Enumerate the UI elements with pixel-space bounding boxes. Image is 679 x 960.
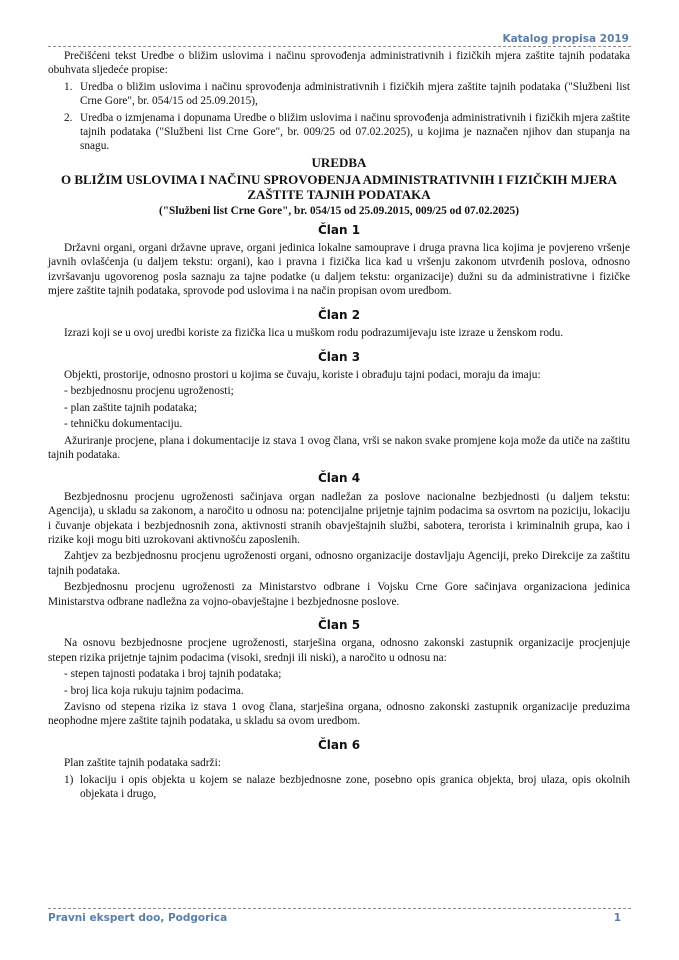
header-title: Katalog propisa 2019	[502, 33, 629, 45]
article-title: Član 2	[317, 307, 361, 322]
article-paragraph: Plan zaštite tajnih podataka sadrži:	[64, 757, 221, 770]
article-paragraph: Bezbjednosnu procjenu ugroženosti za Ministarstvo odbrane i Vojsku Crne Gore sačinjava organizaciona jedinica Ministarstva odbrane nadležna za vojno-obavještajne i bezbjednosne poslove.	[48, 581, 630, 608]
article-title: Član 1	[317, 222, 361, 237]
footer-divider	[48, 908, 631, 909]
article-paragraph: Državni organi, organi državne uprave, organi jedinica lokalne samouprave i druga pravna lica kojima je povjereno vršenje javnih ovlašćenja (u daljem tekstu: organi), kao i pravna i fizička lica kad u vršenju zakonom utvrđenih poslova, odnosno izvršavanju ugovorenog posla saznaju za tajne podatke (u daljem tekstu: organizacije) dužni su da administrativne i fizičke mjere zaštite tajnih podataka, sprovode pod uslovima i na način propisan ovom uredbom.	[48, 242, 630, 298]
dash-item: - broj lica koja rukuju tajnim podacima.	[64, 684, 244, 697]
header-divider	[48, 46, 631, 47]
article-paragraph: Bezbjednosnu procjenu ugroženosti sačinjava organ nadležan za poslove nacionalne bezbjednosti (u daljem tekstu: Agencija), u skladu sa zakonom, a naročito u odnosu na: potencijalne prijetnje tajnim podacima sa osvrtom na poziciju, lokaciju i čuvanje objekata i bezbjednosnih zona, aktivnosti stranih obavještajnih službi, sabotera, terorista i kriminalnih grupa, kao i rizike koji mogu biti uzrokovani aktivnošću zaposlenih.	[48, 490, 630, 546]
article-title: Član 6	[317, 737, 361, 752]
article-paragraph: Ažuriranje procjene, plana i dokumentacije iz stava 1 ovog člana, vrši se nakon svake promjene koja može da utiče na zaštitu tajnih podataka.	[48, 434, 630, 461]
article-paragraph: Izrazi koji se u ovoj uredbi koriste za fizička lica u muškom rodu podrazumijevaju iste izraze u ženskom rodu.	[64, 327, 564, 340]
footer-publisher: Pravni ekspert doo, Podgorica	[48, 912, 228, 924]
dash-item: - bezbjednosnu procjenu ugroženosti;	[64, 385, 234, 398]
article-title: Član 3	[317, 349, 361, 364]
list-number: 1.	[64, 80, 73, 93]
page-number: 1	[613, 912, 621, 924]
article-paragraph: Zavisno od stepena rizika iz stava 1 ovog člana, starješina organa, odnosno zakonski zastupnik organizacije preduzima neophodne mjere zaštite tajnih podataka, u skladu sa ovom uredbom.	[48, 701, 630, 728]
list-number: 2.	[64, 111, 73, 124]
intro-list	[48, 80, 630, 154]
dash-item: - stepen tajnosti podataka i broj tajnih podataka;	[64, 668, 282, 681]
article-list-item	[48, 773, 630, 802]
dash-item: - tehničku dokumentaciju.	[64, 418, 183, 431]
article-paragraph: Na osnovu bezbjednosne procjene ugroženosti, starješina organa, odnosno zakonski zastupnik organizacije procjenjuje stepen rizika prijetnje tajnim podacima (visoki, srednji ili niski), a naročito u odnosu na:	[48, 637, 630, 664]
intro-list-item	[48, 80, 630, 109]
document-subtitle: O BLIŽIM USLOVIMA I NAČINU SPROVOĐENJA ADMINISTRATIVNIH I FIZIČKIH MJERA ZAŠTITE TAJNIH PODATAKA	[60, 172, 618, 203]
list-text: Uredba o izmjenama i dopunama Uredbe o bližim uslovima i načinu sprovođenja administrativnih i fizičkih mjera zaštite tajnih podataka ("Službeni list Crne Gore", br. 009/25 od 07.02.2025), u kojima je naznačen njihov dan stupanja na snagu.	[80, 111, 630, 153]
article-title: Član 4	[317, 471, 361, 486]
article-paragraph: Objekti, prostorije, odnosno prostori u kojima se čuvaju, koriste i obrađuju tajni podaci, moraju da imaju:	[64, 368, 541, 381]
gazette-reference: ("Službeni list Crne Gore", br. 054/15 od 25.09.2015, 009/25 od 07.02.2025)	[159, 205, 519, 218]
list-text: lokaciju i opis objekta u kojem se nalaze bezbjednosne zone, posebno opis granica objekta, broj ulaza, opis okolnih objekata i drugo,	[80, 773, 630, 801]
article-title: Član 5	[317, 618, 361, 632]
intro-list-item	[48, 111, 630, 154]
document-body	[48, 49, 630, 803]
article-list	[48, 773, 630, 802]
article-paragraph: Zahtjev za bezbjednosnu procjenu ugroženosti organi, odnosno organizacije dostavljaju Agenciji, preko Direkcije za zaštitu tajnih podataka.	[48, 550, 630, 577]
list-number: 1)	[64, 773, 74, 786]
dash-item: - plan zaštite tajnih podataka;	[64, 401, 198, 414]
list-text: Uredba o bližim uslovima i načinu sprovođenja administrativnih i fizičkih mjera zaštite tajnih podataka ("Službeni list Crne Gore", br. 054/15 od 25.09.2015),	[80, 80, 630, 108]
document-heading: UREDBA	[311, 154, 367, 170]
intro-text: Prečišćeni tekst Uredbe o bližim uslovima i načinu sprovođenja administrativnih i fizičkih mjera zaštite tajnih podataka obuhvata sljedeće propise:	[48, 50, 630, 77]
